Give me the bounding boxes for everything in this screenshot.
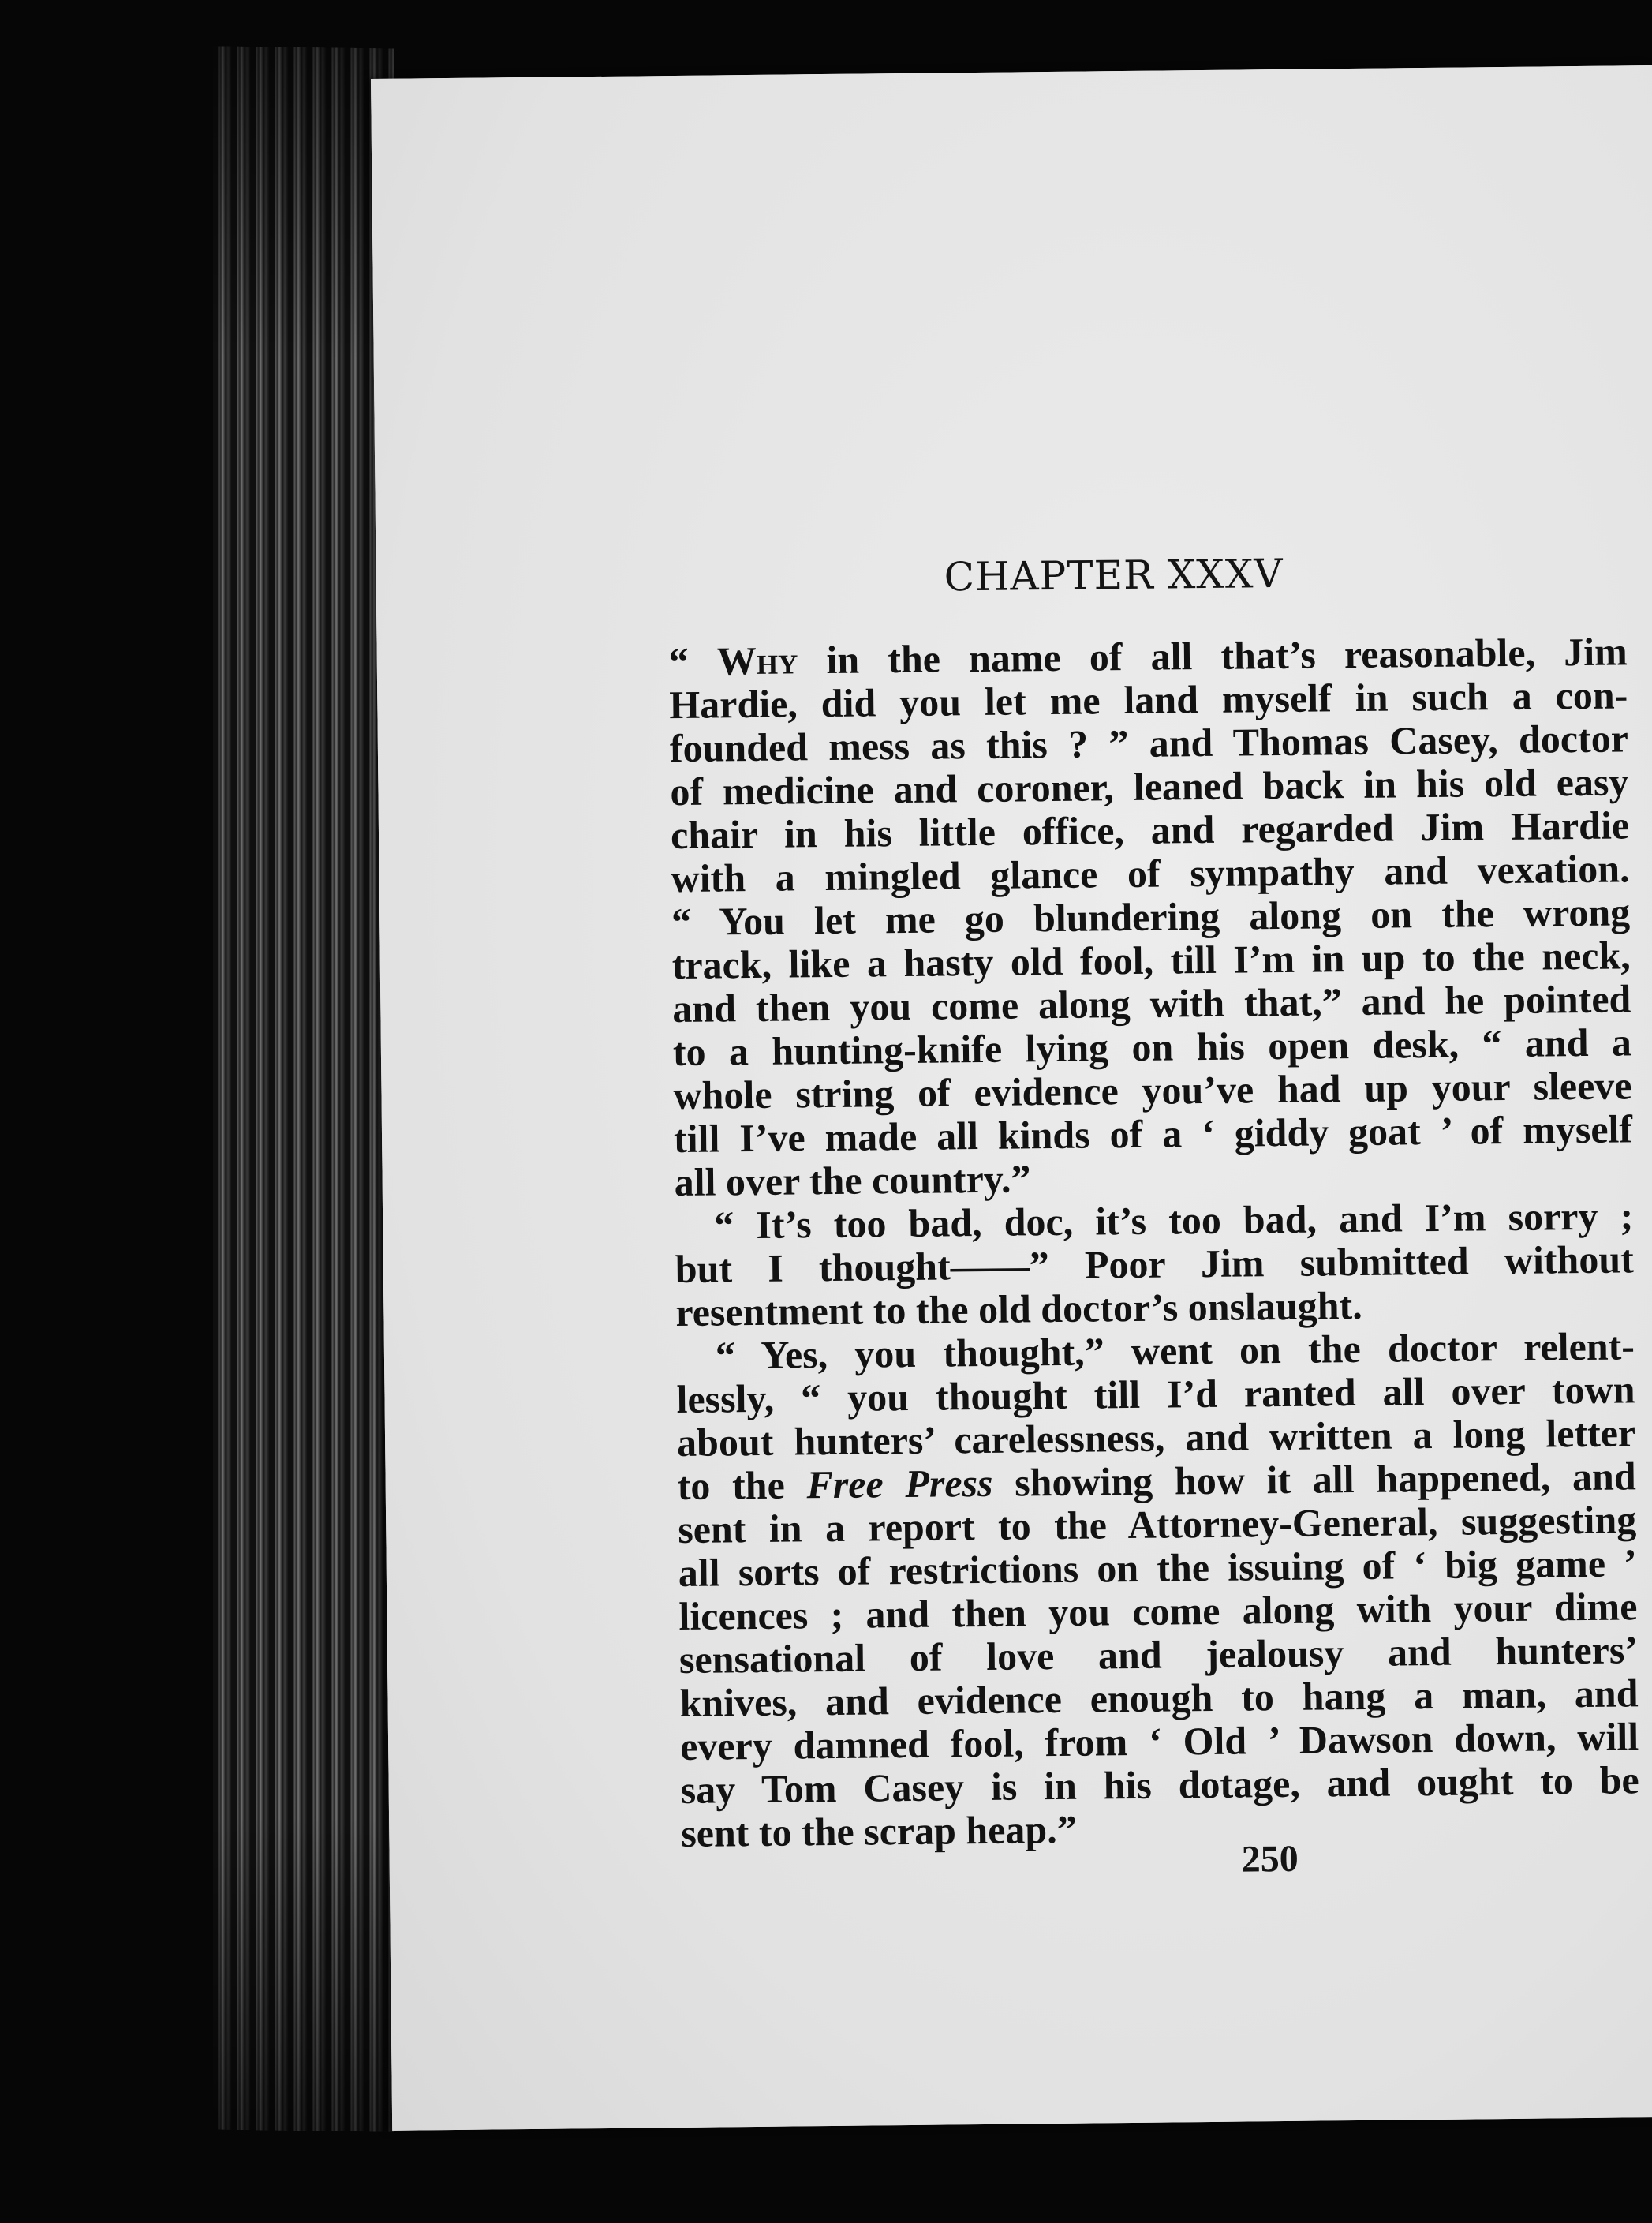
text-run: lessly, “ you thought till I’d ranted all over town	[676, 1367, 1635, 1422]
text-run: chair in his little office, and regarded Jim Hardie	[670, 803, 1630, 858]
text-run: “	[668, 638, 718, 684]
text-run: about hunters’ carelessness, and written a long letter	[676, 1410, 1636, 1465]
text-run: sent in a report to the Attorney-General, suggesting	[677, 1497, 1637, 1552]
text-run: knives, and evidence enough to hang a man, and	[679, 1671, 1639, 1726]
text-run: all over the country.”	[674, 1156, 1031, 1205]
text-run: “ It’s too bad, doc, it’s too bad, and I’m sorry ;	[713, 1193, 1634, 1248]
text-run: to the	[677, 1462, 807, 1509]
text-run: but I thought——” Poor Jim submitted without	[675, 1237, 1635, 1292]
text-run: “ You let me go blundering along on the wrong	[671, 889, 1631, 945]
text-run: Hardie, did you let me land myself in such a con-	[669, 672, 1628, 728]
text-line	[681, 1802, 1640, 1855]
page-number: 250	[1241, 1837, 1299, 1881]
body-text	[668, 630, 1639, 1855]
text-run: whole string of evidence you’ve had up your sleeve	[673, 1063, 1632, 1118]
text-run: with a mingled glance of sympathy and vexation.	[671, 846, 1630, 901]
text-run: in the name of all that’s reasonable, Jim	[798, 629, 1628, 683]
text-run: track, like a hasty old fool, till I’m in up to the neck,	[671, 933, 1631, 988]
text-run: till I’ve made all kinds of a ‘ giddy goat ’ of myself	[673, 1106, 1633, 1162]
text-run: founded mess as this ? ” and Thomas Casey, doctor	[669, 716, 1629, 771]
text-run: sent to the scrap heap.”	[681, 1806, 1077, 1856]
text-run: resentment to the old doctor’s onslaught.	[675, 1282, 1362, 1335]
text-run: say Tom Casey is in his dotage, and ought to be	[680, 1757, 1639, 1813]
chapter-heading: CHAPTER XXXV	[944, 550, 1284, 601]
text-run: of medicine and coroner, leaned back in his old easy	[670, 759, 1629, 814]
small-caps-text: Why	[716, 638, 798, 683]
italic-text: Free Press	[806, 1460, 993, 1507]
page-edges	[213, 46, 394, 2131]
text-run: every damned fool, from ‘ Old ’ Dawson down, will	[679, 1714, 1639, 1769]
text-run: licences ; and then you come along with your dime	[678, 1584, 1638, 1639]
text-run: showing how it all happened, and	[992, 1454, 1636, 1505]
text-run: and then you come along with that,” and he pointed	[672, 976, 1631, 1031]
text-run: to a hunting-knife lying on his open desk, “ and a	[672, 1020, 1632, 1075]
text-run: all sorts of restrictions on the issuing of ‘ big game ’	[678, 1540, 1638, 1596]
text-run: “ Yes, you thought,” went on the doctor relent-	[715, 1323, 1635, 1378]
text-run: sensational of love and jealousy and hunters’	[678, 1627, 1639, 1682]
book-page	[371, 65, 1652, 2131]
